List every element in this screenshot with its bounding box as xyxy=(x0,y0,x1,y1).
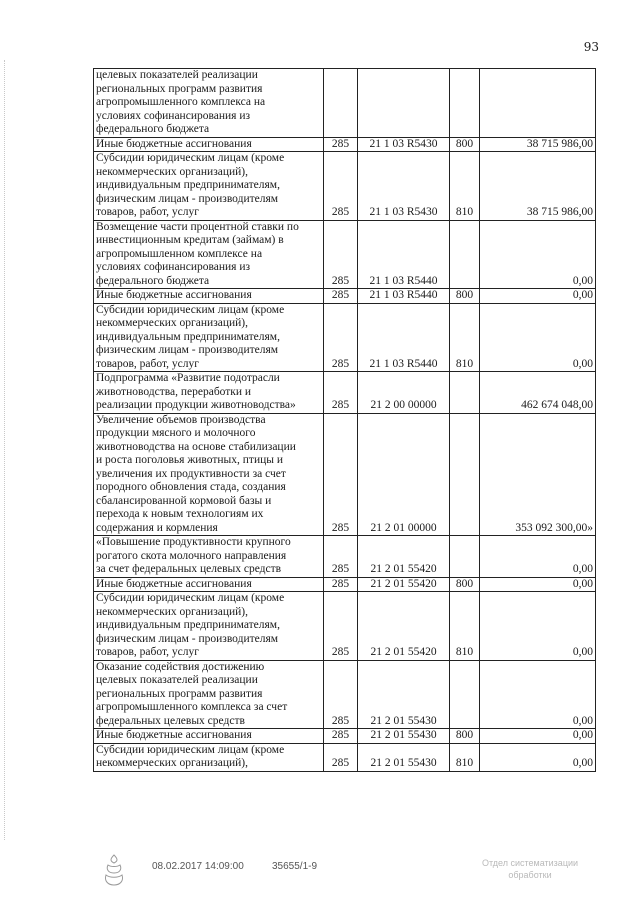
table-row xyxy=(94,577,596,592)
table-row xyxy=(94,289,596,304)
amount-cell: 0,00 xyxy=(480,289,596,304)
target-article-cell: 21 1 03 R5430 xyxy=(358,137,450,152)
target-article-cell: 21 1 03 R5440 xyxy=(358,303,450,372)
amount-cell: 0,00 xyxy=(480,743,596,771)
expense-type-cell xyxy=(450,220,480,289)
table-row xyxy=(94,743,596,771)
expense-type-cell xyxy=(450,372,480,414)
target-article-cell xyxy=(358,69,450,138)
expense-type-cell: 810 xyxy=(450,592,480,661)
page-number: 93 xyxy=(583,40,599,54)
ministry-code-cell: 285 xyxy=(324,729,358,744)
amount-cell: 0,00 xyxy=(480,220,596,289)
row-name-cell: целевых показателей реализации региональных программ развития агропромышленного комплекса на условиях софинансирования из федерального бюджета xyxy=(94,69,324,138)
budget-table xyxy=(93,68,596,772)
amount-cell: 0,00 xyxy=(480,536,596,578)
footer-timestamp: 08.02.2017 14:09:00 xyxy=(152,861,244,872)
ministry-code-cell: 285 xyxy=(324,289,358,304)
target-article-cell: 21 1 03 R5440 xyxy=(358,289,450,304)
row-name-cell: Субсидии юридическим лицам (кроме некоммерческих организаций), xyxy=(94,743,324,771)
amount-cell xyxy=(480,69,596,138)
expense-type-cell xyxy=(450,69,480,138)
table-row xyxy=(94,152,596,221)
table-row xyxy=(94,536,596,578)
target-article-cell: 21 1 03 R5430 xyxy=(358,152,450,221)
ministry-code-cell: 285 xyxy=(324,660,358,729)
target-article-cell: 21 1 03 R5440 xyxy=(358,220,450,289)
expense-type-cell: 800 xyxy=(450,577,480,592)
row-name-cell: Субсидии юридическим лицам (кроме некоммерческих организаций), индивидуальным предпринимателям, физическим лицам - производителям товаров, работ, услуг xyxy=(94,152,324,221)
expense-type-cell: 810 xyxy=(450,152,480,221)
target-article-cell: 21 2 01 00000 xyxy=(358,413,450,536)
expense-type-cell: 800 xyxy=(450,729,480,744)
ministry-code-cell: 285 xyxy=(324,137,358,152)
ministry-code-cell: 285 xyxy=(324,592,358,661)
amount-cell: 0,00 xyxy=(480,729,596,744)
table-row xyxy=(94,729,596,744)
row-name-cell: Оказание содействия достижению целевых показателей реализации региональных программ развития агропромышленного комплекса за счет федеральных целевых средств xyxy=(94,660,324,729)
table-row xyxy=(94,413,596,536)
target-article-cell: 21 2 01 55430 xyxy=(358,743,450,771)
expense-type-cell: 810 xyxy=(450,303,480,372)
expense-type-cell xyxy=(450,413,480,536)
table-row xyxy=(94,660,596,729)
target-article-cell: 21 2 01 55420 xyxy=(358,592,450,661)
expense-type-cell: 810 xyxy=(450,743,480,771)
amount-cell: 462 674 048,00 xyxy=(480,372,596,414)
amount-cell: 0,00 xyxy=(480,303,596,372)
row-name-cell: Иные бюджетные ассигнования xyxy=(94,577,324,592)
expense-type-cell xyxy=(450,660,480,729)
row-name-cell: Иные бюджетные ассигнования xyxy=(94,137,324,152)
row-name-cell: Иные бюджетные ассигнования xyxy=(94,729,324,744)
table-row xyxy=(94,137,596,152)
amount-cell: 0,00 xyxy=(480,577,596,592)
row-name-cell: «Повышение продуктивности крупного рогатого скота молочного направления за счет федеральных целевых средств xyxy=(94,536,324,578)
table-row xyxy=(94,303,596,372)
row-name-cell: Иные бюджетные ассигнования xyxy=(94,289,324,304)
target-article-cell: 21 2 00 00000 xyxy=(358,372,450,414)
registry-emblem-icon xyxy=(100,851,128,891)
row-name-cell: Увеличение объемов производства продукции мясного и молочного животноводства на основе стабилизации и роста поголовья животных, птицы и увеличения их продуктивности за счет породного обновления стада, создания сбалансированной кормовой базы и перехода к новым технологиям их содержания и кормления xyxy=(94,413,324,536)
target-article-cell: 21 2 01 55420 xyxy=(358,536,450,578)
table-row xyxy=(94,592,596,661)
target-article-cell: 21 2 01 55430 xyxy=(358,660,450,729)
expense-type-cell: 800 xyxy=(450,289,480,304)
binding-edge xyxy=(4,60,7,840)
amount-cell: 38 715 986,00 xyxy=(480,137,596,152)
row-name-cell: Субсидии юридическим лицам (кроме некоммерческих организаций), индивидуальным предпринимателям, физическим лицам - производителям товаров, работ, услуг xyxy=(94,592,324,661)
amount-cell: 353 092 300,00» xyxy=(480,413,596,536)
target-article-cell: 21 2 01 55420 xyxy=(358,577,450,592)
ministry-code-cell xyxy=(324,69,358,138)
ministry-code-cell: 285 xyxy=(324,577,358,592)
expense-type-cell: 800 xyxy=(450,137,480,152)
row-name-cell: Подпрограмма «Развитие подотрасли животноводства, переработки и реализации продукции животноводства» xyxy=(94,372,324,414)
ministry-code-cell: 285 xyxy=(324,372,358,414)
ministry-code-cell: 285 xyxy=(324,413,358,536)
ministry-code-cell: 285 xyxy=(324,220,358,289)
footer-document-number: 35655/1-9 xyxy=(272,861,318,872)
amount-cell: 0,00 xyxy=(480,592,596,661)
page-footer xyxy=(0,857,640,897)
target-article-cell: 21 2 01 55430 xyxy=(358,729,450,744)
table-row xyxy=(94,69,596,138)
faded-watermark-text: Отдел систематизации обработки xyxy=(481,858,579,880)
ministry-code-cell: 285 xyxy=(324,536,358,578)
row-name-cell: Возмещение части процентной ставки по инвестиционным кредитам (займам) в агропромышленном комплексе на условиях софинансирования из федерального бюджета xyxy=(94,220,324,289)
amount-cell: 38 715 986,00 xyxy=(480,152,596,221)
budget-table-body xyxy=(94,69,596,772)
amount-cell: 0,00 xyxy=(480,660,596,729)
ministry-code-cell: 285 xyxy=(324,303,358,372)
ministry-code-cell: 285 xyxy=(324,743,358,771)
table-row xyxy=(94,372,596,414)
expense-type-cell xyxy=(450,536,480,578)
ministry-code-cell: 285 xyxy=(324,152,358,221)
table-row xyxy=(94,220,596,289)
row-name-cell: Субсидии юридическим лицам (кроме некоммерческих организаций), индивидуальным предпринимателям, физическим лицам - производителям товаров, работ, услуг xyxy=(94,303,324,372)
